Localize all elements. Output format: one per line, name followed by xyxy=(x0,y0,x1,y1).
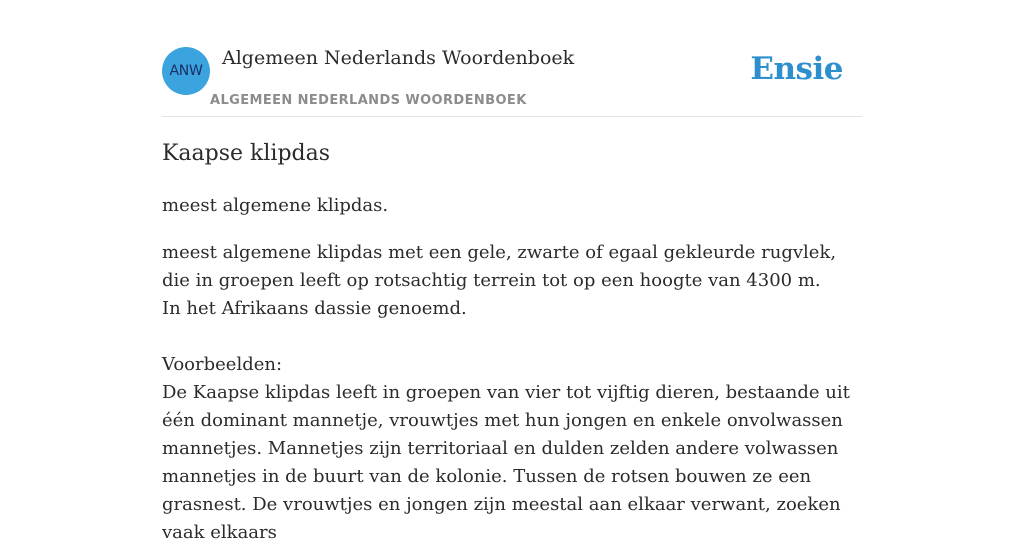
entry-title: Kaapse klipdas xyxy=(162,141,331,166)
site-header xyxy=(162,0,862,117)
ensie-brand-link[interactable]: Ensie xyxy=(750,51,843,87)
definition-text: meest algemene klipdas met een gele, zwarte of egaal gekleurde rugvlek, die in groepen leeft op rotsachtig terrein tot op een hoogte van 4300 m. xyxy=(162,242,837,291)
note-text: In het Afrikaans dassie genoemd. xyxy=(162,298,467,319)
source-title-link[interactable]: Algemeen Nederlands Woordenboek xyxy=(222,47,575,69)
anw-logo[interactable] xyxy=(162,47,210,95)
source-subtitle: ALGEMEEN NEDERLANDS WOORDENBOEK xyxy=(210,93,527,108)
page-container xyxy=(162,0,862,543)
examples-label: Voorbeelden: xyxy=(162,354,283,375)
paragraph-gap xyxy=(162,323,862,351)
short-definition: meest algemene klipdas. xyxy=(162,195,389,216)
entry-body xyxy=(162,239,862,547)
anw-logo-text: ANW xyxy=(169,63,203,79)
example-text: De Kaapse klipdas leeft in groepen van vier tot vijftig dieren, bestaande uit één dominant mannetje, vrouwtjes met hun jongen en enkele onvolwassen mannetjes. Mannetjes zijn territoriaal en dulden zelden andere volwassen mannetjes in de buurt van de kolonie. Tussen de rotsen bouwen ze een grasnest. De vrouwtjes en jongen zijn meestal aan elkaar verwant, zoeken vaak elkaars xyxy=(162,382,850,543)
